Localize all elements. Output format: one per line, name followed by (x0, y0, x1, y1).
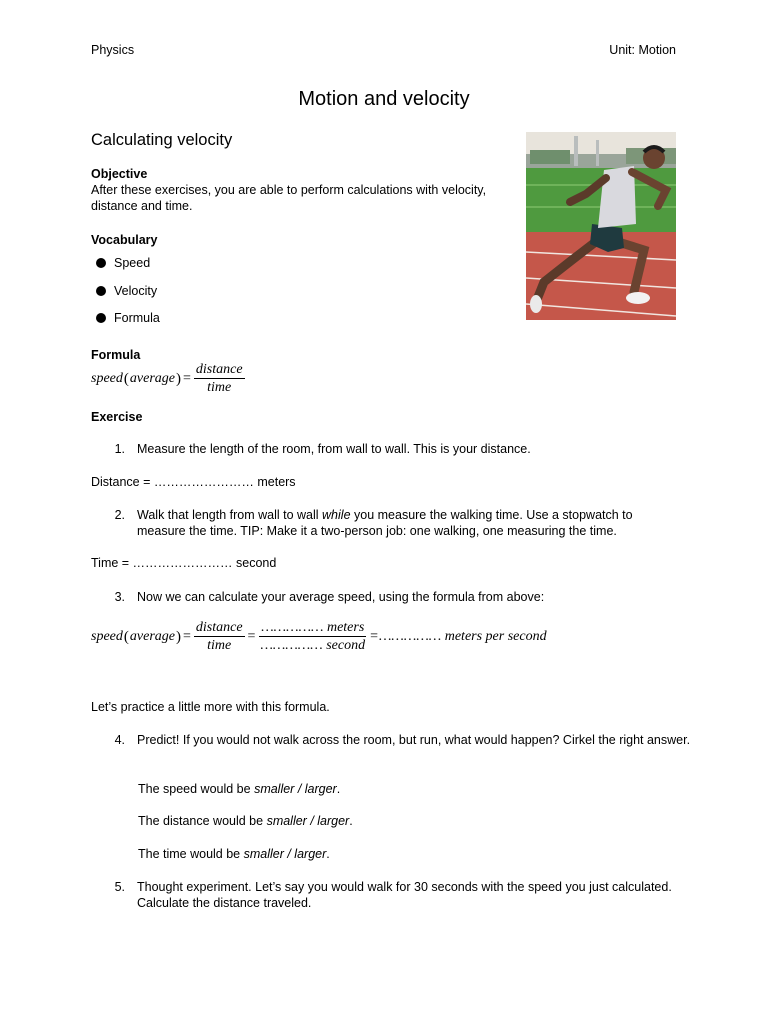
prediction-label: The distance would be (138, 814, 267, 828)
prediction-label: The speed would be (138, 782, 255, 796)
formula-lhs-paren: average (129, 629, 175, 644)
item-text: Now we can calculate your average speed, using the formula from above: (137, 590, 545, 604)
list-item (95, 283, 160, 311)
vocabulary-list (95, 255, 160, 338)
prediction-distance (138, 813, 353, 829)
formula-lhs-paren: average (129, 371, 175, 386)
vocabulary-heading: Vocabulary (91, 233, 158, 247)
equals-sign: = (370, 629, 378, 644)
speed-formula (91, 362, 247, 396)
prediction-suffix: . (326, 847, 330, 861)
page-title: Motion and velocity (298, 88, 470, 110)
vocab-term: Formula (114, 311, 160, 325)
item-number: 1. (114, 442, 125, 456)
vocab-term: Speed (114, 256, 151, 270)
equals-sign: = (247, 629, 256, 644)
formula-lhs: speed (91, 629, 123, 644)
paren-close: ) (175, 371, 181, 387)
item-number: 4. (114, 733, 125, 747)
formula-fraction (194, 362, 245, 396)
exercise-item-5 (91, 879, 691, 911)
practice-intro: Let’s practice a little more with this formula. (91, 700, 330, 714)
equals-sign: = (182, 629, 191, 644)
bullet-icon (96, 286, 106, 296)
exercise-item-4 (91, 732, 691, 748)
header-unit: Unit: Motion (609, 43, 676, 57)
item-text (137, 507, 681, 539)
item-number: 5. (114, 880, 125, 894)
objective-heading: Objective (91, 167, 148, 181)
item-text: Thought experiment. Let’s say you would walk for 30 seconds with the speed you just calculated. Calculate the distance traveled. (137, 880, 672, 910)
exercise-heading: Exercise (91, 410, 143, 424)
formula-numerator: distance (195, 362, 243, 377)
formula-fraction (194, 620, 245, 654)
item-text: Predict! If you would not walk across the room, but run, what would happen? Cirkel the right answer. (137, 733, 691, 747)
header-subject: Physics (91, 43, 135, 57)
paren-open: ( (123, 629, 129, 645)
prediction-label: The time would be (138, 847, 244, 861)
equals-sign: = (182, 371, 191, 386)
objective-text: After these exercises, you are able to perform calculations with velocity, distance and time. (91, 183, 487, 213)
item-number: 3. (114, 590, 125, 604)
exercise-item-2 (91, 507, 681, 539)
prediction-options: smaller / larger (243, 847, 327, 861)
paren-open: ( (123, 371, 129, 387)
distance-answer-line: Distance = …………………… meters (91, 475, 296, 489)
answer-denominator: …………… second (260, 638, 366, 653)
item-number: 2. (114, 508, 125, 522)
list-item (95, 310, 160, 338)
item-text: Measure the length of the room, from wall to wall. This is your distance. (137, 442, 531, 456)
prediction-speed (138, 781, 340, 797)
formula-heading: Formula (91, 348, 141, 362)
answer-numerator: …………… meters (261, 620, 365, 635)
item-text-emphasis: while (322, 508, 351, 522)
exercise-item-1 (91, 441, 691, 457)
prediction-options: smaller / larger (254, 782, 337, 796)
answer-fraction (258, 620, 367, 654)
formula-result: …………… meters per second (378, 629, 547, 644)
time-answer-line: Time = …………………… second (91, 556, 277, 570)
bullet-icon (96, 258, 106, 268)
formula-numerator: distance (195, 620, 243, 635)
runner-photo (526, 132, 676, 320)
list-item (95, 255, 160, 283)
formula-denominator: time (207, 638, 232, 653)
item-text-part: you measure the walking time. Use a stopwatch to measure the time. TIP: Make it a two-person job: one walking, one measuring the time. (137, 508, 633, 538)
prediction-options: smaller / larger (266, 814, 350, 828)
section-subtitle: Calculating velocity (91, 131, 233, 149)
paren-close: ) (175, 629, 181, 645)
speed-calculation-formula (91, 620, 547, 654)
prediction-time (138, 846, 330, 862)
item-text-part: Walk that length from wall to wall (137, 508, 323, 522)
formula-denominator: time (207, 380, 232, 395)
formula-lhs: speed (91, 371, 123, 386)
prediction-suffix: . (336, 782, 341, 796)
vocab-term: Velocity (114, 283, 158, 298)
exercise-item-3 (91, 589, 691, 605)
bullet-icon (96, 313, 106, 323)
prediction-suffix: . (349, 814, 353, 828)
